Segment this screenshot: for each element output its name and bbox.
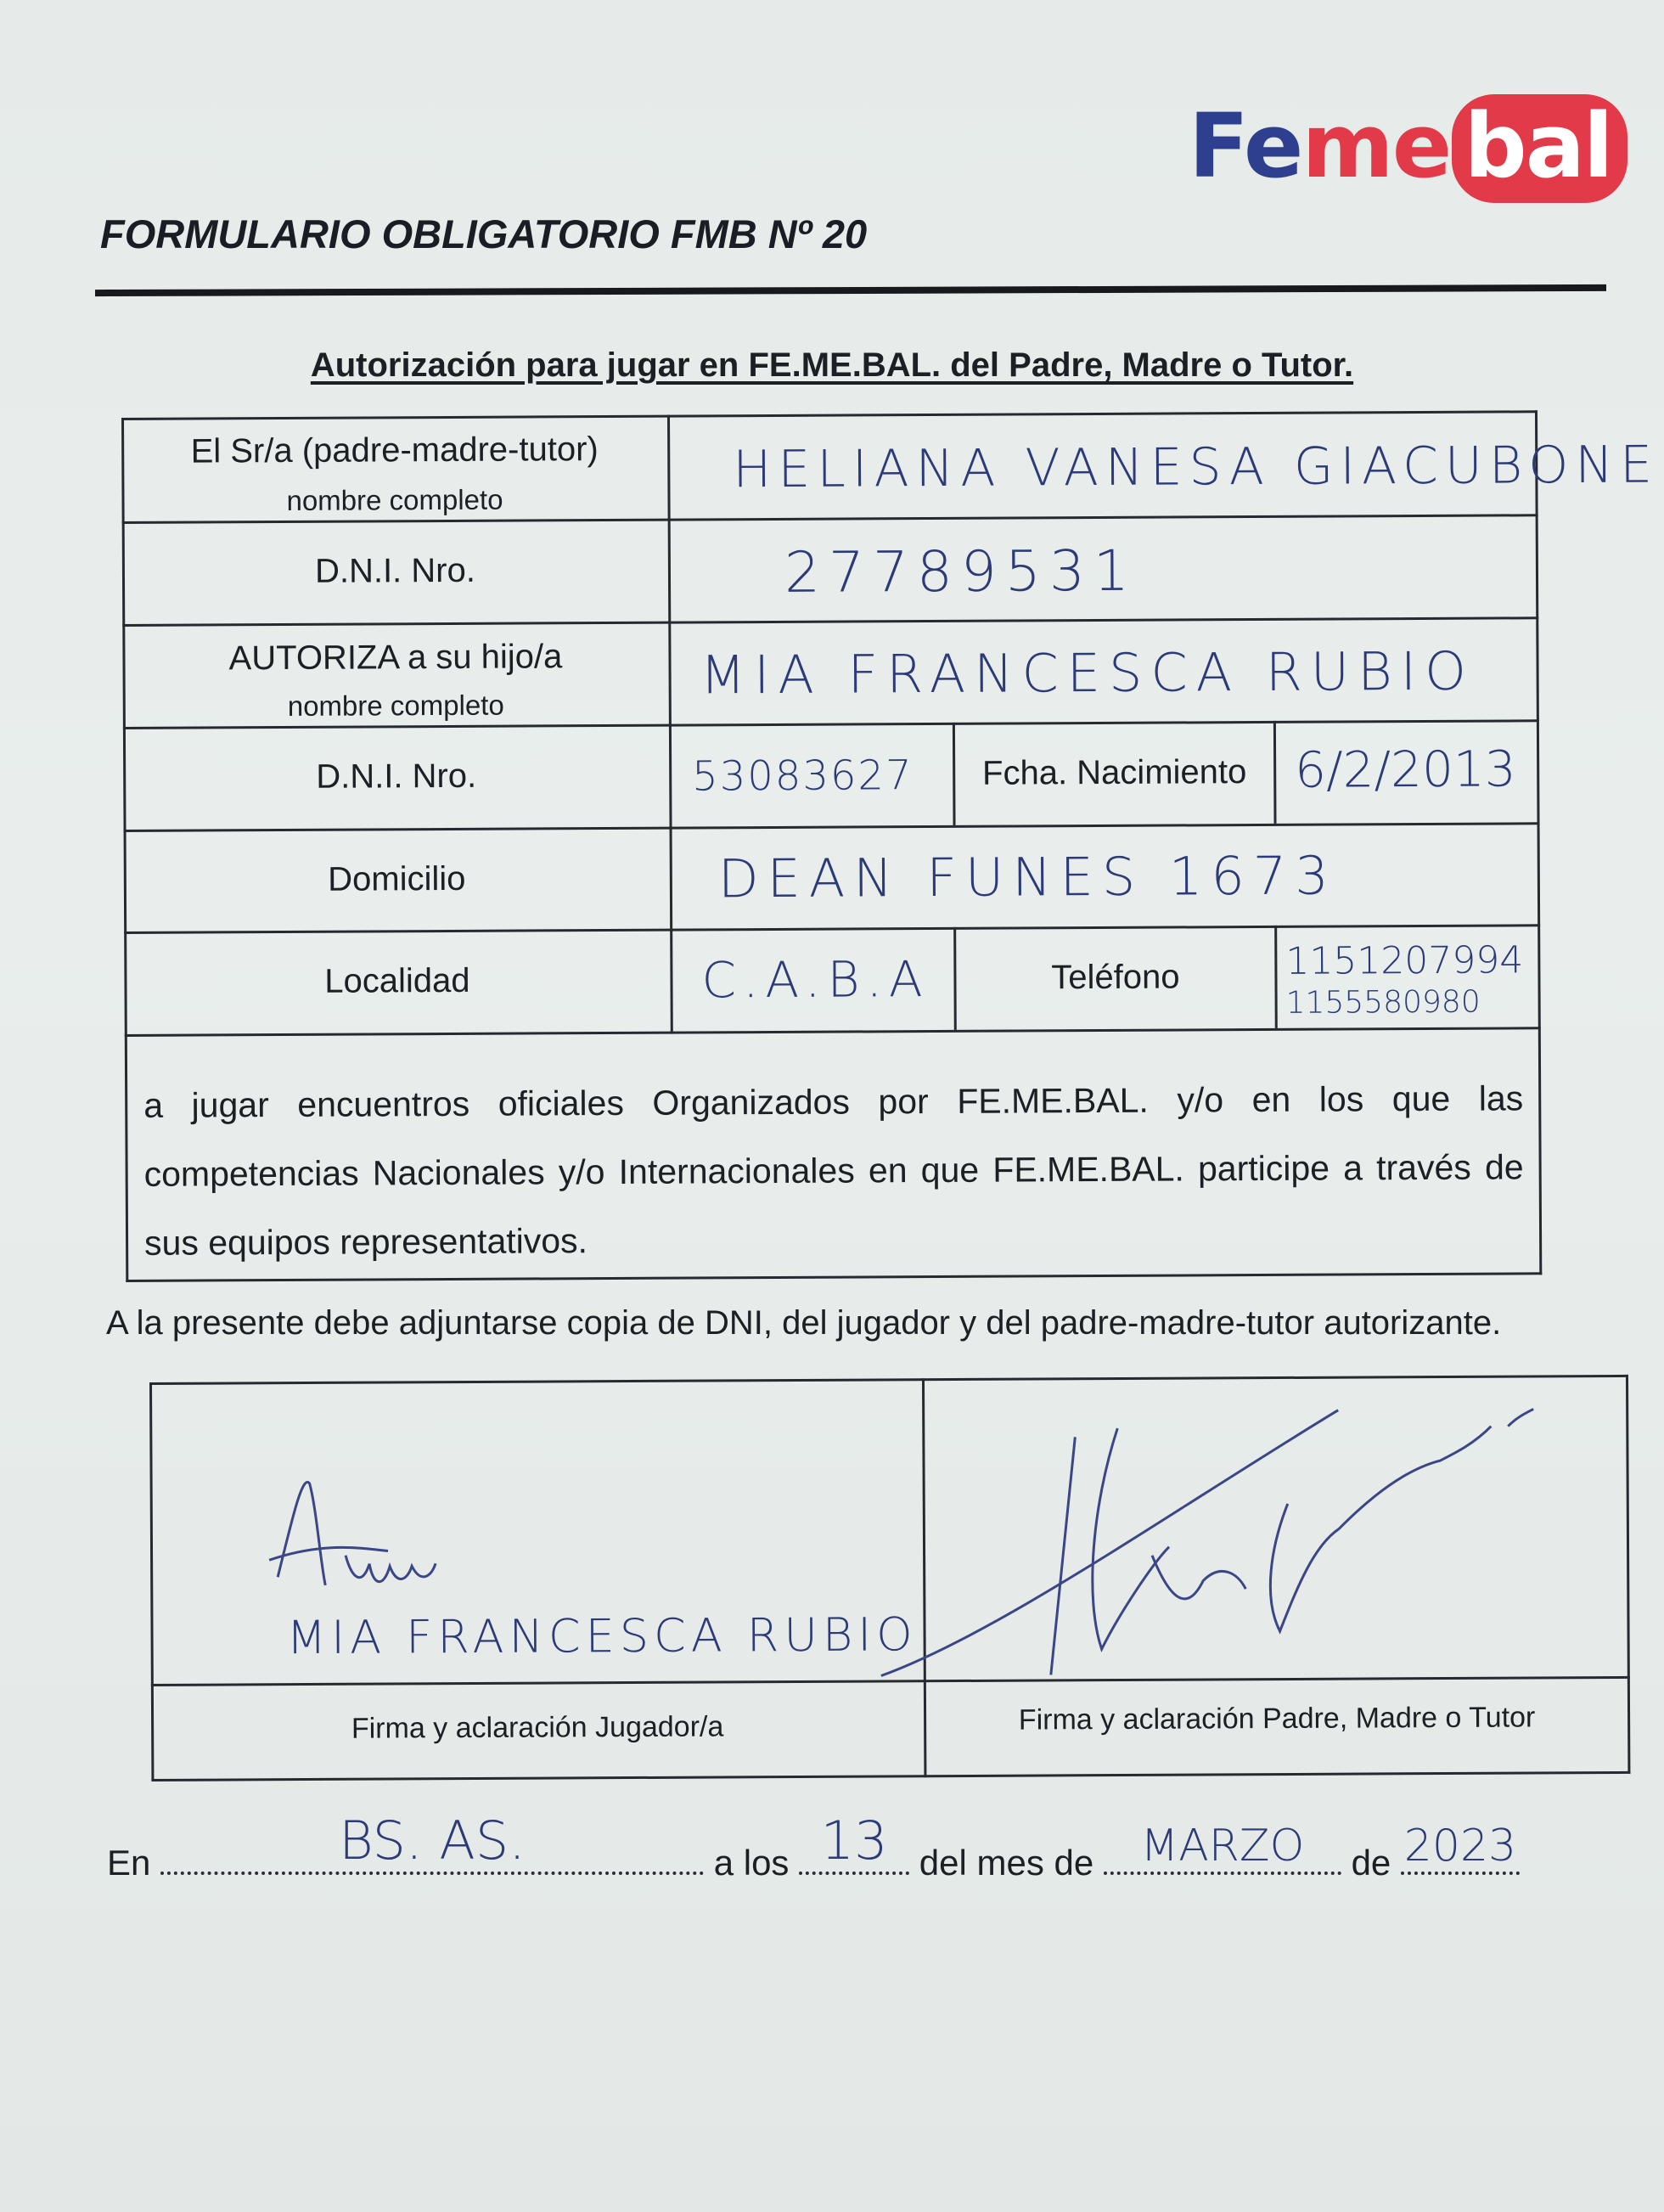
- femebal-logo: Feme bal: [1189, 95, 1596, 197]
- address-field[interactable]: DEAN FUNES 1673: [717, 844, 1337, 910]
- title-divider: [95, 284, 1606, 296]
- address-label: Domicilio: [328, 859, 466, 898]
- month-field[interactable]: MARZO: [1104, 1843, 1341, 1875]
- date-en-label: En: [107, 1843, 151, 1883]
- column-divider: [1273, 721, 1277, 824]
- child-dni-label: D.N.I. Nro.: [316, 757, 477, 796]
- authorize-label: AUTORIZA a su hijo/a: [228, 638, 563, 678]
- parent-dni-label: D.N.I. Nro.: [314, 551, 476, 590]
- locality-field[interactable]: C.A.B.A: [701, 950, 930, 1010]
- parent-label: El Sr/a (padre-madre-tutor): [190, 431, 599, 470]
- day-field[interactable]: 13: [799, 1843, 909, 1875]
- attachment-note: A la presente debe adjuntarse copia de DNI, del jugador y del padre-madre-tutor autorizante.: [106, 1304, 1502, 1342]
- parent-fullname-hint: nombre completo: [286, 483, 503, 516]
- phone-field-2[interactable]: 1155580980: [1285, 984, 1481, 1021]
- date-de-label: de: [1351, 1843, 1391, 1883]
- phone-label: Teléfono: [1051, 958, 1180, 997]
- row-divider: [124, 924, 1540, 934]
- row-divider: [122, 616, 1538, 627]
- authorization-paragraph: a jugar encuentros oficiales Organizados por FE.ME.BAL. y/o en los que las competencias Nacionales y/o Internacionales en que FE.ME.BAL. participe a través de sus equipos representativos.: [143, 1078, 1524, 1263]
- locality-label: Localidad: [324, 961, 470, 1000]
- year-field[interactable]: 2023: [1401, 1843, 1520, 1875]
- row-divider: [124, 822, 1540, 832]
- column-divider: [1274, 926, 1278, 1028]
- player-signature-label: Firma y aclaración Jugador/a: [351, 1710, 724, 1745]
- table-border-right: [1535, 410, 1542, 1275]
- place-field[interactable]: BS. AS.: [160, 1843, 704, 1875]
- signature-table: [149, 1375, 1630, 1781]
- parent-signature-scribble: [149, 1375, 1630, 1705]
- parent-dni-field[interactable]: 27789531: [784, 538, 1138, 605]
- parent-name-field[interactable]: HELIANA VANESA GIACUBONE: [733, 435, 1660, 500]
- form-subtitle: Autorización para jugar en FE.ME.BAL. del Padre, Madre o Tutor.: [310, 346, 1354, 384]
- player-clarification: MIA FRANCESCA RUBIO: [286, 1607, 918, 1665]
- sig-border-bottom: [151, 1771, 1630, 1781]
- parent-signature-label: Firma y aclaración Padre, Madre o Tutor: [1018, 1701, 1536, 1736]
- form-title: FORMULARIO OBLIGATORIO FMB Nº 20: [100, 211, 868, 256]
- table-border-top: [121, 410, 1538, 420]
- date-line: [107, 1810, 1520, 1883]
- table-border-left: [121, 418, 128, 1282]
- date-del-mes-label: del mes de: [919, 1843, 1094, 1883]
- birth-date-label: Fcha. Nacimiento: [981, 753, 1247, 792]
- birth-date-field[interactable]: 6/2/2013: [1295, 740, 1516, 799]
- child-name-field[interactable]: MIA FRANCESCA RUBIO: [700, 639, 1476, 706]
- row-divider: [125, 1027, 1541, 1037]
- date-a-los-label: a los: [713, 1843, 790, 1883]
- child-fullname-hint: nombre completo: [287, 689, 504, 722]
- authorization-table: [121, 410, 1660, 1282]
- child-dni-field[interactable]: 53083627: [692, 751, 914, 801]
- phone-field-1[interactable]: 1151207994: [1285, 938, 1524, 983]
